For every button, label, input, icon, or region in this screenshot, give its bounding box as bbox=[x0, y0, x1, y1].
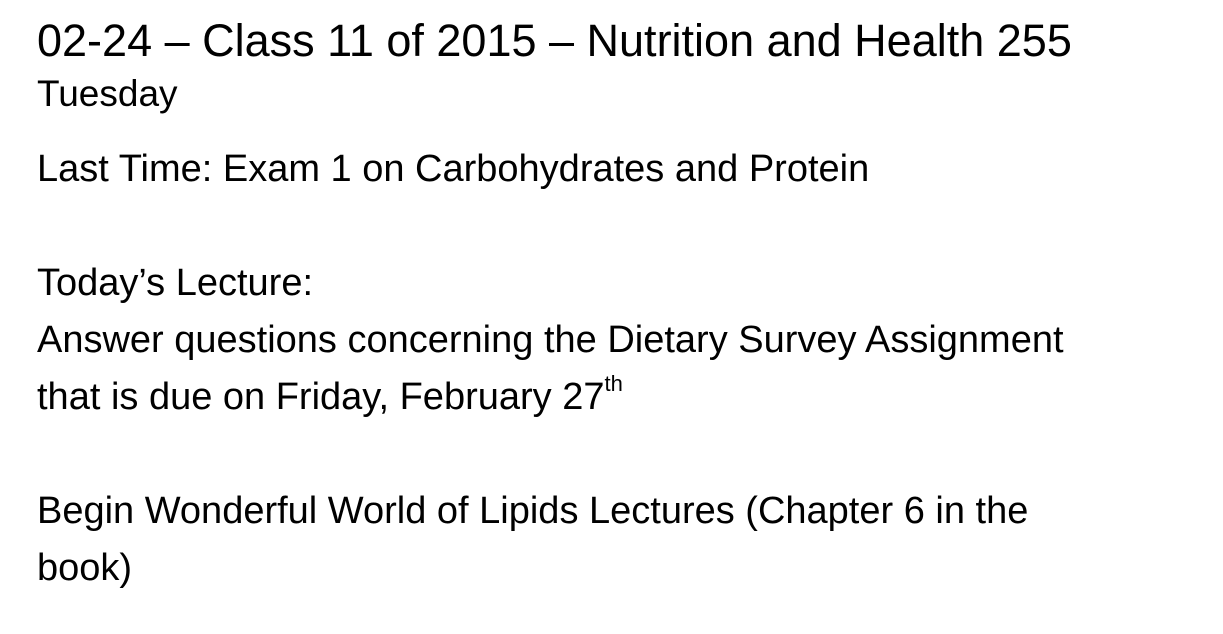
agenda-item-2-line-1: Begin Wonderful World of Lipids Lectures (Chapter 6 in the bbox=[37, 490, 1029, 532]
agenda-item-1-line-1: Answer questions concerning the Dietary Survey Assignment bbox=[37, 319, 1064, 361]
slide-content bbox=[37, 12, 1207, 597]
day-label: Tuesday bbox=[37, 73, 178, 114]
agenda-item-1-line-2 bbox=[37, 369, 1207, 426]
due-date-text: that is due on Friday, February 27 bbox=[37, 376, 605, 418]
slide-title: 02-24 – Class 11 of 2015 – Nutrition and Health 255 bbox=[37, 15, 1072, 66]
ordinal-suffix: th bbox=[604, 371, 623, 396]
todays-lecture-heading: Today’s Lecture: bbox=[37, 262, 314, 304]
last-time-text: Last Time: Exam 1 on Carbohydrates and Protein bbox=[37, 148, 870, 190]
agenda-item-2-line-2: book) bbox=[37, 547, 133, 589]
